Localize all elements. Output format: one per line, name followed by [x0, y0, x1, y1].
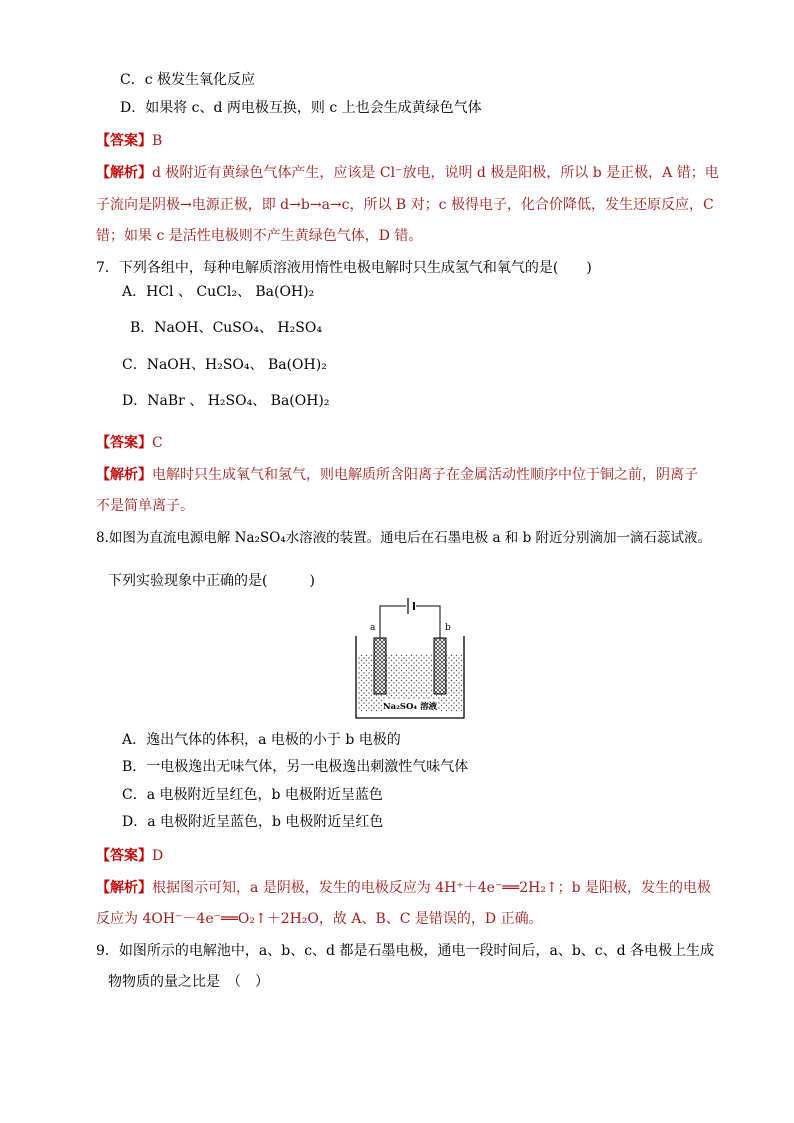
analysis-text: 电解时只生成氧气和氢气，则电解质所含阳离子在金属活动性顺序中位于铜之前，阴离子 [152, 467, 698, 483]
q6-analysis-line-3: 错；如果 c 是活性电极则不产生黄绿色气体，D 错。 [96, 228, 423, 244]
q7-stem: 7．下列各组中，每种电解质溶液用惰性电极电解时只生成氢气和氧气的是( ) [96, 260, 592, 276]
answer-value: B [152, 133, 163, 149]
q8-option-a: A．逸出气体的体积，a 电极的小于 b 电极的 [122, 732, 401, 748]
answer-value: D [152, 848, 164, 864]
q8-option-c: C．a 电极附近呈红色，b 电极附近呈蓝色 [122, 787, 383, 803]
q7-option-d: D．NaBr 、 H₂SO₄、 Ba(OH)₂ [122, 393, 330, 409]
q9-stem-line-2: 物物质的量之比是 （ ） [108, 974, 269, 990]
q7-option-a: A．HCl 、 CuCl₂、 Ba(OH)₂ [122, 284, 315, 300]
wire-left [380, 606, 406, 638]
electrode-a [374, 638, 386, 694]
q7-analysis-line-2: 不是简单离子。 [96, 498, 194, 514]
answer-tag: 【答案】 [96, 133, 152, 149]
q7-analysis-line-1 [96, 465, 698, 485]
answer-tag: 【答案】 [96, 848, 152, 864]
electrolysis-apparatus-figure [350, 594, 470, 722]
analysis-tag: 【解析】 [96, 165, 152, 181]
q8-option-b: B．一电极逸出无味气体，另一电极逸出刺激性气味气体 [122, 759, 469, 775]
analysis-tag: 【解析】 [96, 880, 152, 896]
q9-stem-line-1: 9．如图所示的电解池中，a、b、c、d 都是石墨电极，通电一段时间后，a、b、c、d 各电极上生成 [96, 943, 715, 959]
q8-stem-line-1: 8.如图为直流电源电解 Na₂SO₄水溶液的装置。通电后在石墨电极 a 和 b 附近分别滴加一滴石蕊试液。 [96, 530, 712, 546]
electrode-b [434, 638, 446, 694]
q7-answer [96, 433, 163, 453]
analysis-text: 根据图示可知，a 是阴极，发生的电极反应为 4H⁺＋4e⁻══2H₂↑；b 是阳极，发生的电极 [152, 880, 712, 896]
q8-option-d: D．a 电极附近呈蓝色，b 电极附近呈红色 [122, 814, 384, 830]
answer-value: C [152, 435, 163, 451]
electrode-label-a: a [370, 623, 376, 633]
q8-analysis-line-1 [96, 878, 711, 898]
q8-answer [96, 846, 163, 866]
answer-tag: 【答案】 [96, 435, 152, 451]
solution-label: Na₂SO₄ 溶液 [382, 702, 438, 712]
q8-analysis-line-2: 反应为 4OH⁻－4e⁻══O₂↑＋2H₂O，故 A、B、C 是错误的，D 正确。 [96, 911, 543, 927]
electrode-label-b: b [445, 623, 451, 633]
analysis-tag: 【解析】 [96, 467, 152, 483]
q7-option-c: C．NaOH、H₂SO₄、 Ba(OH)₂ [122, 357, 327, 373]
q6-analysis-line-1 [96, 163, 719, 183]
q6-option-d: D．如果将 c、d 两电极互换，则 c 上也会生成黄绿色气体 [120, 100, 482, 116]
q6-option-c: C．c 极发生氧化反应 [120, 72, 256, 88]
analysis-text: d 极附近有黄绿色气体产生，应该是 Cl⁻放电，说明 d 极是阳极，所以 b 是正极，A 错；电 [152, 165, 719, 181]
q7-option-b: B．NaOH、CuSO₄、 H₂SO₄ [130, 320, 322, 336]
q8-stem-line-2: 下列实验现象中正确的是( ) [108, 573, 315, 589]
q6-answer [96, 131, 162, 151]
q6-analysis-line-2: 子流向是阴极→电源正极，即 d→b→a→c，所以 B 对；c 极得电子，化合价降低，发生还原反应，C [96, 197, 714, 213]
wire-right [416, 606, 440, 638]
